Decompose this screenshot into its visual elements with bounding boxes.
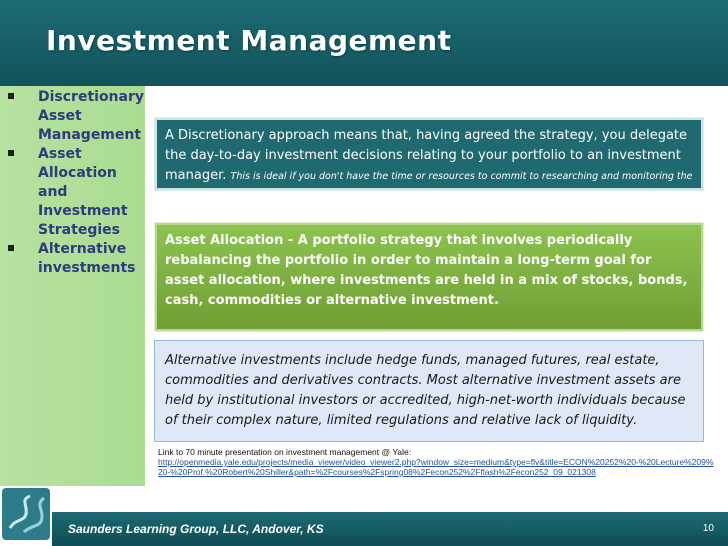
presentation-link-area — [158, 447, 718, 477]
title-bar — [0, 0, 728, 86]
footer-text: Saunders Learning Group, LLC, Andover, KS — [68, 522, 324, 536]
bullet-list — [0, 88, 145, 278]
alternative-investments-box — [154, 340, 704, 442]
square-bullet-icon — [8, 93, 14, 99]
presentation-link[interactable]: http://openmedia.yale.edu/projects/media_viewer/video_viewer2.php?window_size=medium&type=flv&title=ECON%20252%20-%20Lecture%209%20-%20Prof.%20Robert%20Shiller&path=%2Fcourses%2Fspring08%2Fecon252%2Fflash%2Fecon252_09_021308 — [158, 457, 714, 477]
bullet-panel — [0, 86, 145, 486]
page-number: 10 — [702, 523, 714, 534]
bullet-label: Discretionary Asset Management — [38, 89, 145, 143]
discretionary-note: This is ideal if you don't have the time or resources to commit to researching and monitoring the global financial markets yourself. — [165, 171, 693, 203]
square-bullet-icon — [8, 150, 14, 156]
bullet-item — [0, 145, 140, 240]
alternative-investments-text: Alternative investments include hedge funds, managed futures, real estate, commodities and derivatives contracts. Most alternative investment assets are held by institutional investors or accredited, high-net-worth individuals because of their complex nature, limited regulations and relative lack of liquidity. — [165, 353, 686, 428]
bullet-item — [0, 240, 140, 278]
bullet-item — [0, 88, 145, 145]
discretionary-main: A Discretionary approach means that, having agreed the strategy, you delegate the day-to-day investment decisions relating to your portfolio to an investment manager. — [165, 128, 688, 183]
footer-bar — [52, 512, 728, 546]
bullet-label: Alternative investments — [38, 241, 136, 276]
asset-allocation-box — [154, 222, 704, 332]
logo-icon — [2, 488, 50, 540]
link-intro: Link to 70 minute presentation on investment management @ Yale: — [158, 447, 412, 457]
discretionary-text — [165, 126, 695, 208]
square-bullet-icon — [8, 245, 14, 251]
bullet-label: Asset Allocation and Investment Strategies — [38, 146, 128, 238]
slide-title: Investment Management — [46, 24, 452, 57]
asset-allocation-text: Asset Allocation - A portfolio strategy that involves periodically rebalancing the portfolio in order to maintain a long-term goal for asset allocation, where investments are held in a mix of stocks, bonds, cash, commodities or alternative investment. — [165, 233, 688, 308]
discretionary-box — [154, 117, 704, 203]
